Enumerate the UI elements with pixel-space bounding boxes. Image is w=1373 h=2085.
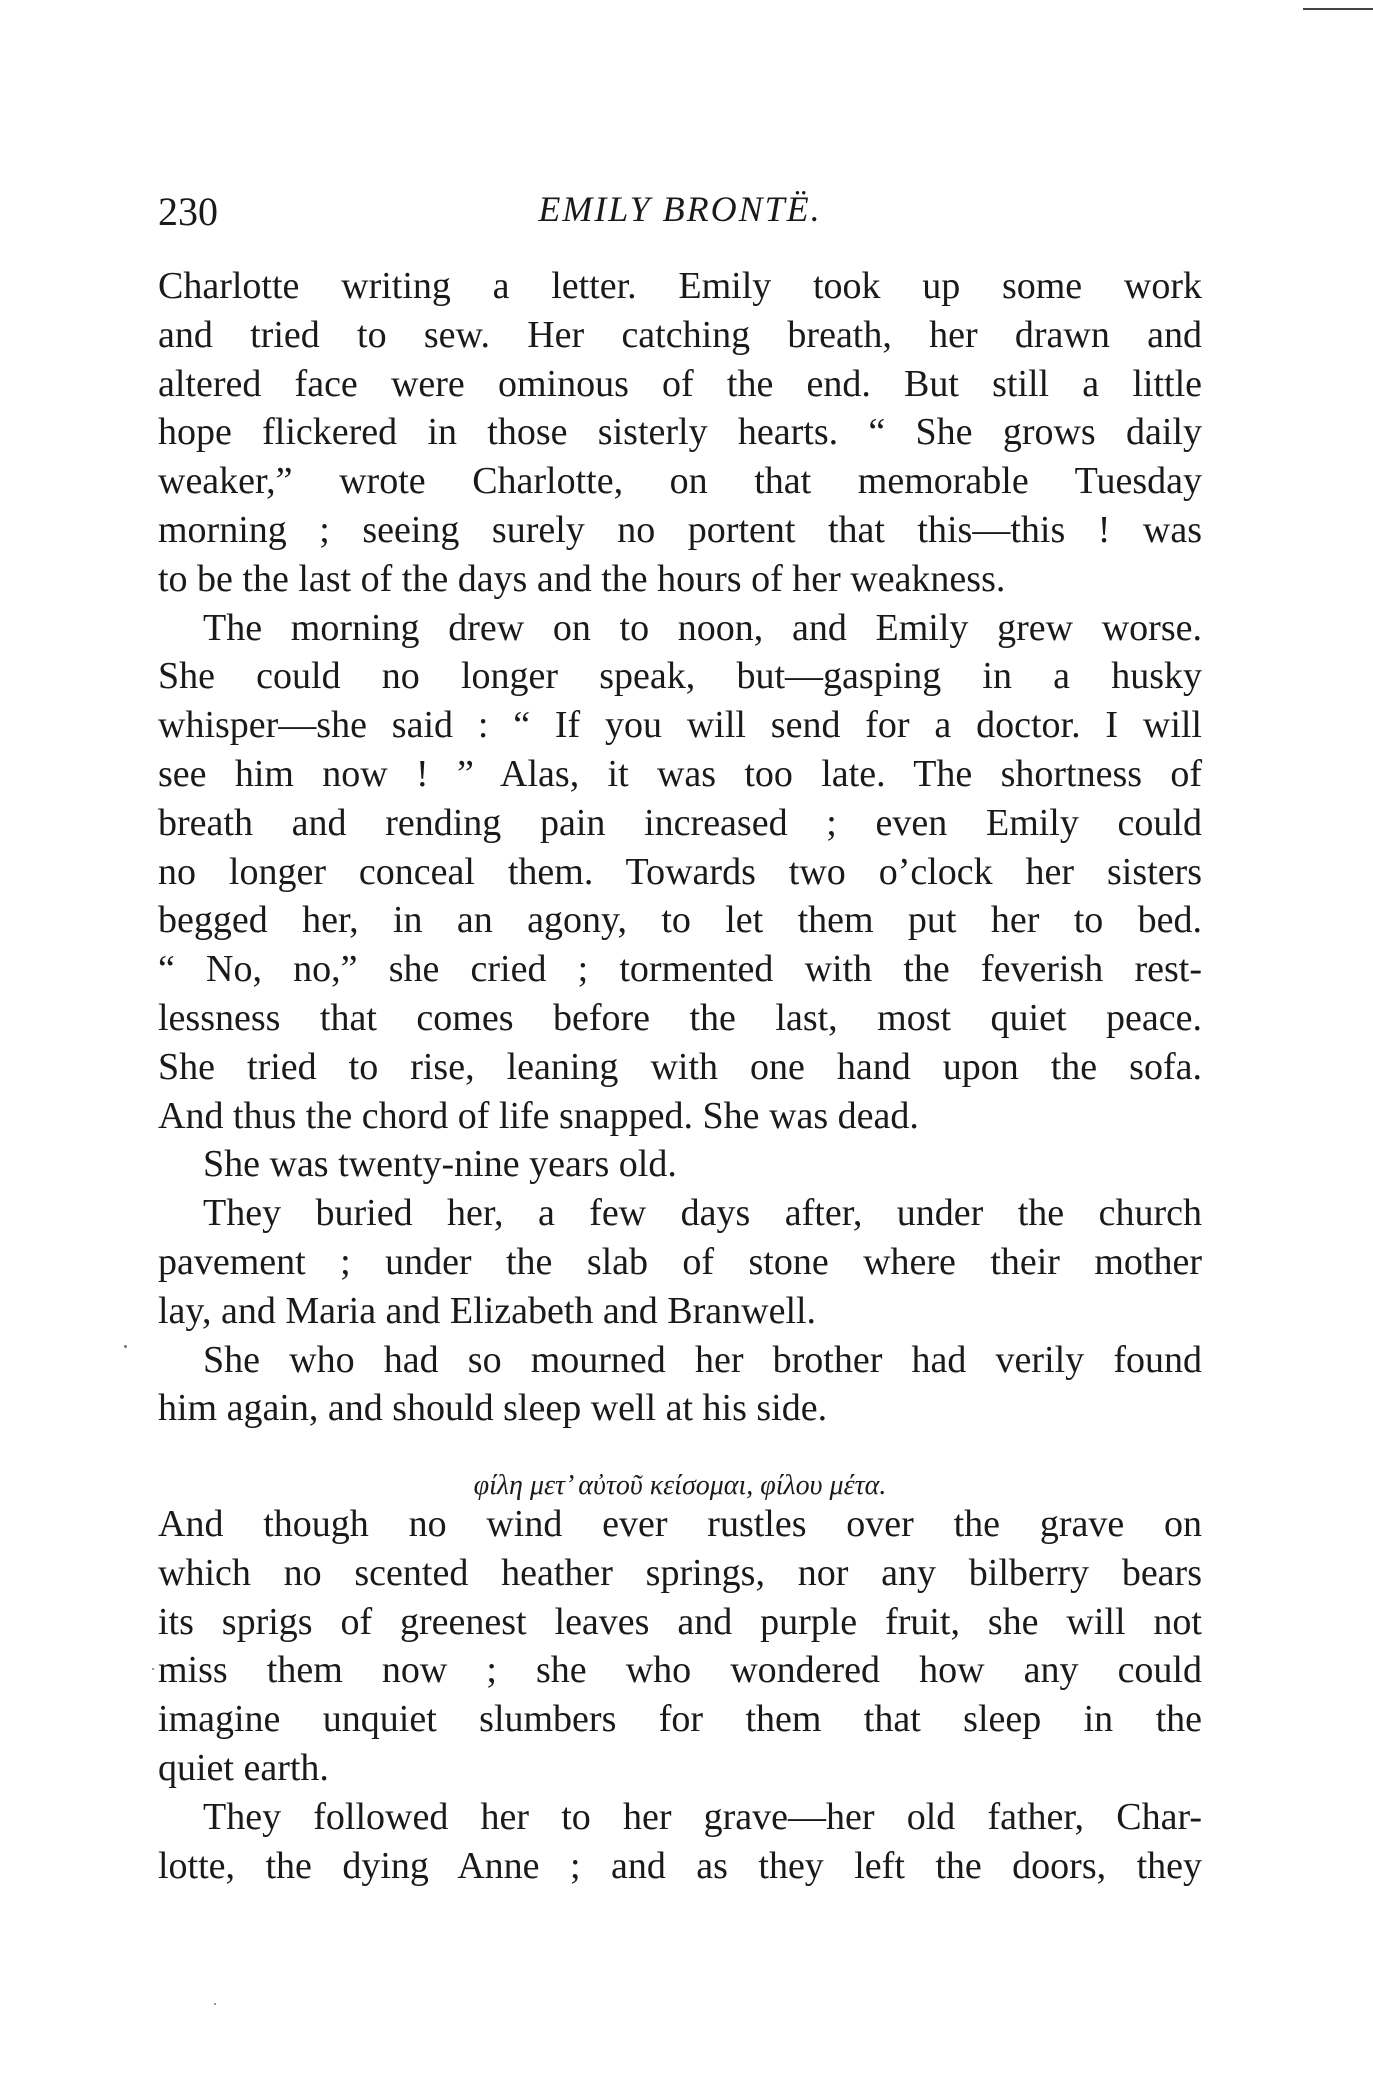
text-line: pavement ; under the slab of stone where their mother: [158, 1240, 1202, 1283]
text-line: Charlotte writing a letter. Emily took up some work: [158, 265, 1202, 307]
text-line: She tried to rise, leaning with one hand upon the sofa.: [158, 1045, 1202, 1088]
page-header: [158, 188, 1202, 238]
scan-edge-mark: [1303, 8, 1373, 10]
text-line: see him now ! ” Alas, it was too late. The shortness of: [158, 752, 1202, 795]
text-line: They followed her to her grave—her old father, Char-: [203, 1795, 1202, 1838]
greek-epigraph: φίλη μετ’ αὐτοῦ κείσομαι, φίλου μέτα.: [473, 1470, 887, 1501]
text-line: lotte, the dying Anne ; and as they left the doors, they: [158, 1844, 1202, 1887]
text-line: “ No, no,” she cried ; tormented with the feverish rest-: [158, 948, 1202, 991]
text-line: begged her, in an agony, to let them put her to bed.: [158, 899, 1202, 942]
text-line: lessness that comes before the last, most quiet peace.: [158, 996, 1202, 1039]
text-line: to be the last of the days and the hours of her weakness.: [158, 557, 1006, 600]
text-line: The morning drew on to noon, and Emily grew worse.: [203, 606, 1202, 649]
text-line: weaker,” wrote Charlotte, on that memorable Tuesday: [158, 460, 1202, 503]
running-title: EMILY BRONTË.: [538, 189, 822, 229]
paper-speck: [152, 1668, 154, 1670]
text-line: quiet earth.: [158, 1746, 329, 1789]
text-line: altered face were ominous of the end. But still a little: [158, 362, 1202, 405]
text-line: miss them now ; she who wondered how any could: [158, 1649, 1202, 1692]
page-number: 230: [158, 189, 218, 234]
text-line: breath and rending pain increased ; even Emily could: [158, 801, 1202, 844]
text-line: him again, and should sleep well at his side.: [158, 1387, 828, 1430]
text-line: They buried her, a few days after, under the church: [203, 1192, 1202, 1235]
paper-speck: [214, 2003, 216, 2005]
text-line: And thus the chord of life snapped. She was dead.: [158, 1094, 919, 1137]
text-line: its sprigs of greenest leaves and purple fruit, she will not: [158, 1600, 1202, 1643]
text-line: which no scented heather springs, nor any bilberry bears: [158, 1551, 1202, 1594]
text-line: She who had so mourned her brother had verily found: [203, 1338, 1202, 1381]
text-line: She could no longer speak, but—gasping in a husky: [158, 655, 1202, 698]
text-line: hope flickered in those sisterly hearts. “ She grows daily: [158, 411, 1202, 454]
text-line: She was twenty-nine years old.: [203, 1143, 677, 1186]
text-line: imagine unquiet slumbers for them that sleep in the: [158, 1698, 1202, 1741]
text-line: morning ; seeing surely no portent that this—this ! was: [158, 508, 1202, 551]
text-line: And though no wind ever rustles over the grave on: [158, 1503, 1202, 1545]
text-block-main: [158, 262, 1202, 1433]
text-line: no longer conceal them. Towards two o’clock her sisters: [158, 850, 1202, 893]
text-block-continuation: [158, 1500, 1202, 1890]
text-line: lay, and Maria and Elizabeth and Branwell.: [158, 1289, 817, 1332]
text-line: and tried to sew. Her catching breath, her drawn and: [158, 313, 1202, 356]
text-line: whisper—she said : “ If you will send for a doctor. I will: [158, 704, 1202, 747]
paper-speck: [124, 1345, 127, 1348]
